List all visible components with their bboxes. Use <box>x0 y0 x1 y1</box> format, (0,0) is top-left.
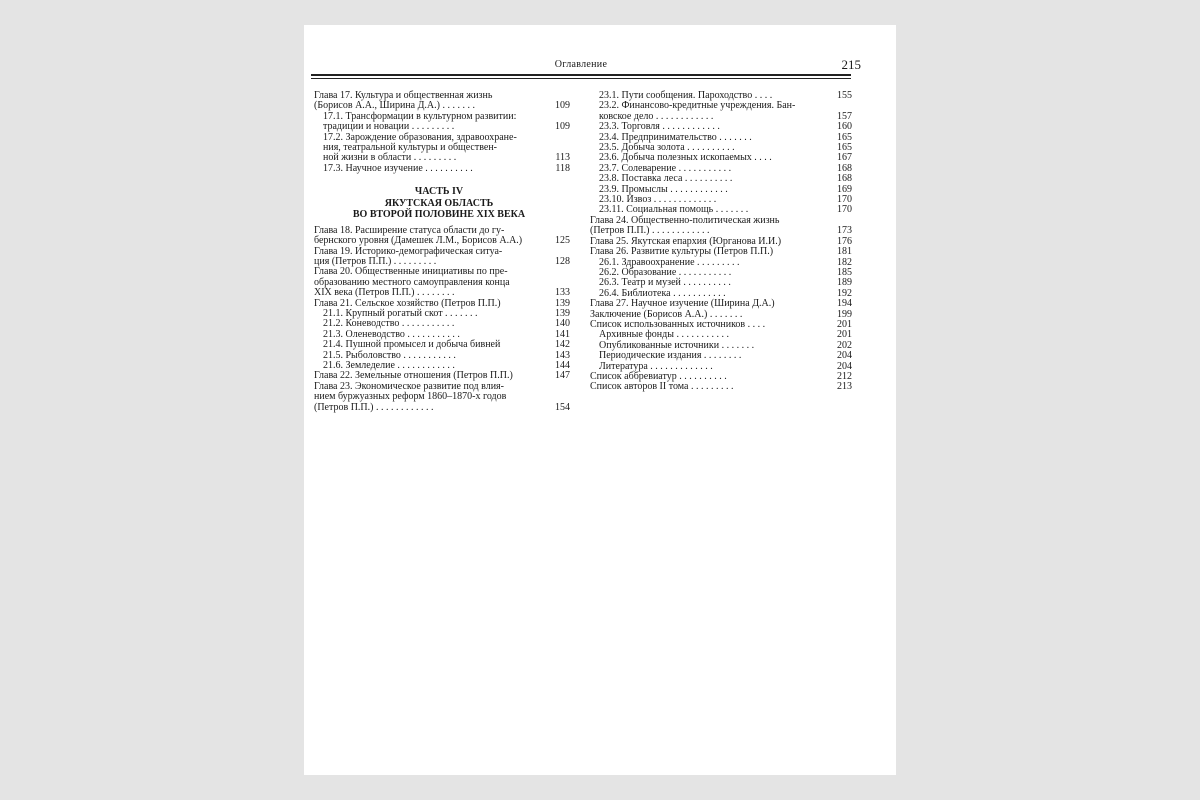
toc-entry-text: Список авторов II тома . . . . . . . . . <box>590 381 734 393</box>
toc-entry-text: 26.4. Библиотека . . . . . . . . . . . <box>599 287 726 299</box>
toc-entry-text: Глава 27. Научное изучение (Ширина Д.А.) <box>590 298 775 310</box>
toc-entry-text: 26.1. Здравоохранение . . . . . . . . . <box>599 256 740 268</box>
book-page <box>304 25 896 775</box>
toc-entry-text: 21.4. Пушной промысел и добыча бивней <box>323 339 501 351</box>
toc-entry-text: Список аббревиатур . . . . . . . . . . <box>590 370 727 382</box>
toc-entry-text: XIX века (Петров П.П.) . . . . . . . . <box>314 287 455 299</box>
toc-entry <box>590 382 852 392</box>
toc-entry-page: 212 <box>837 370 852 382</box>
toc-entry-text: 17.3. Научное изучение . . . . . . . . . . <box>323 162 473 174</box>
toc-entry-text: ковское дело . . . . . . . . . . . . <box>599 110 714 122</box>
toc-entry-text: Глава 22. Земельные отношения (Петров П.П.) <box>314 370 513 382</box>
toc-entry-text: ция (Петров П.П.) . . . . . . . . . <box>314 255 437 267</box>
toc-entry-text: Глава 24. Общественно-политическая жизнь <box>590 214 780 226</box>
toc-entry-page: 157 <box>837 110 852 122</box>
toc-entry-page: 185 <box>837 266 852 278</box>
toc-entry-text: 23.8. Поставка леса . . . . . . . . . . <box>599 173 733 185</box>
toc-entry-text: Заключение (Борисов А.А.) . . . . . . . <box>590 308 743 320</box>
toc-entry-text: бернского уровня (Дамешек Л.М., Борисов А.А.) <box>314 235 523 247</box>
toc-entry-text: Глава 23. Экономическое развитие под влия- <box>314 380 504 392</box>
toc-entry-page: 182 <box>837 256 852 268</box>
toc-entry-text: 17.1. Трансформации в культурном развитии: <box>323 110 517 122</box>
toc-entry-page: 176 <box>837 235 852 247</box>
toc-entry-text: 23.5. Добыча золота . . . . . . . . . . <box>599 142 735 154</box>
toc-entry-text: ной жизни в области . . . . . . . . . <box>323 152 457 164</box>
toc-entry-page: 109 <box>555 100 570 112</box>
toc-entry-text: традиции и новации . . . . . . . . . <box>323 121 455 133</box>
toc-entry-text: Глава 25. Якутская епархия (Юрганова И.И.) <box>590 235 782 247</box>
toc-entry-page: 165 <box>837 131 852 143</box>
toc-entry-text: 23.11. Социальная помощь . . . . . . . <box>599 204 749 216</box>
toc-entry-text: 21.3. Оленеводство . . . . . . . . . . . <box>323 328 460 340</box>
toc-entry <box>314 267 570 298</box>
toc-entry-page: 189 <box>837 277 852 289</box>
toc-entry-page: 118 <box>555 162 570 174</box>
toc-entry-text: 23.6. Добыча полезных ископаемых . . . . <box>599 152 772 164</box>
toc-entry-page: 181 <box>837 246 852 258</box>
toc-left-column <box>314 91 570 413</box>
toc-entry <box>314 112 570 133</box>
toc-entry <box>314 91 570 112</box>
toc-entries-group <box>314 91 570 174</box>
toc-entry-text: 23.9. Промыслы . . . . . . . . . . . . <box>599 183 728 195</box>
toc-entry-page: 139 <box>555 308 570 319</box>
toc-entry-page: 147 <box>555 370 570 382</box>
toc-entry <box>314 164 570 174</box>
toc-entry-page: 170 <box>837 204 852 216</box>
header-rule-thin <box>311 78 851 79</box>
toc-entry-text: образованию местного самоуправления конца <box>314 276 510 288</box>
toc-entry-text: Опубликованные источники . . . . . . . <box>599 339 755 351</box>
toc-entry-page: 140 <box>555 318 570 330</box>
part-label: ЧАСТЬ IV <box>414 186 464 198</box>
part-heading <box>314 186 570 221</box>
toc-entry-text: 23.4. Предпринимательство . . . . . . . <box>599 131 752 143</box>
toc-entry-page: 165 <box>837 142 852 154</box>
toc-entry-text: Глава 20. Общественные инициативы по пре- <box>314 266 508 278</box>
toc-entry-text: 21.1. Крупный рогатый скот . . . . . . . <box>323 308 478 319</box>
toc-entry-page: 160 <box>837 121 852 133</box>
toc-entry-text: 17.2. Зарождение образования, здравоохране- <box>323 131 517 143</box>
toc-entry-text: Список использованных источников . . . . <box>590 318 766 330</box>
toc-entry-page: 109 <box>555 121 570 133</box>
toc-entry-page: 199 <box>837 308 852 320</box>
toc-entry-text: Литература . . . . . . . . . . . . . <box>599 360 713 372</box>
toc-entry-page: 155 <box>837 90 852 101</box>
toc-entry-page: 154 <box>555 401 570 413</box>
toc-entry-page: 204 <box>837 350 852 362</box>
toc-entry <box>590 216 852 237</box>
toc-entry-page: 201 <box>837 329 852 341</box>
toc-entry-page: 213 <box>837 381 852 393</box>
toc-entry-page: 204 <box>837 360 852 372</box>
toc-entry-text: (Борисов А.А., Ширина Д.А.) . . . . . . . <box>314 100 475 112</box>
toc-entry-page: 144 <box>555 360 570 372</box>
toc-entry-text: Глава 18. Расширение статуса области до гу- <box>314 224 505 236</box>
header-rule-thick <box>311 74 851 76</box>
toc-entry <box>314 226 570 247</box>
toc-entry <box>590 101 852 122</box>
toc-entries-group <box>590 91 852 393</box>
toc-entry-page: 192 <box>837 287 852 299</box>
toc-entry-page: 173 <box>837 225 852 237</box>
page-number: 215 <box>841 57 861 72</box>
toc-right-column <box>590 91 852 393</box>
toc-entry-text: 26.3. Театр и музей . . . . . . . . . . <box>599 277 731 289</box>
toc-entry-text: 23.10. Извоз . . . . . . . . . . . . . <box>599 194 717 206</box>
toc-entry-page: 113 <box>555 152 570 164</box>
toc-entry-page: 168 <box>837 162 852 174</box>
toc-entry-page: 168 <box>837 173 852 185</box>
toc-entry-text: 21.2. Коневодство . . . . . . . . . . . <box>323 318 455 330</box>
toc-entry-page: 128 <box>555 255 570 267</box>
toc-entry-page: 167 <box>837 152 852 164</box>
toc-entries-group <box>314 226 570 413</box>
toc-entry-text: нием буржуазных реформ 1860–1870-х годов <box>314 391 507 403</box>
toc-entry-page: 143 <box>555 349 570 361</box>
toc-entry-text: Глава 26. Развитие культуры (Петров П.П.) <box>590 246 774 258</box>
running-title: Оглавление <box>554 59 608 70</box>
toc-entry-text: 23.2. Финансово-кредитные учреждения. Бан- <box>599 100 796 112</box>
toc-entry-text: Архивные фонды . . . . . . . . . . . <box>599 329 729 341</box>
toc-entry-text: (Петров П.П.) . . . . . . . . . . . . <box>590 225 710 237</box>
toc-entry-text: Глава 17. Культура и общественная жизнь <box>314 90 493 101</box>
part-title-line1: ЯКУТСКАЯ ОБЛАСТЬ <box>384 197 494 209</box>
toc-entry-page: 201 <box>837 318 852 330</box>
toc-entry-text: 23.7. Солеварение . . . . . . . . . . . <box>599 162 732 174</box>
part-title-line2: ВО ВТОРОЙ ПОЛОВИНЕ XIX ВЕКА <box>352 209 526 221</box>
toc-entry-text: ния, театральной культуры и обществен- <box>323 142 498 154</box>
toc-entry-page: 194 <box>837 298 852 310</box>
toc-entry <box>314 133 570 164</box>
toc-entry-text: (Петров П.П.) . . . . . . . . . . . . <box>314 401 434 413</box>
toc-entry-page: 139 <box>555 297 570 309</box>
toc-entry-text: Глава 21. Сельское хозяйство (Петров П.П.) <box>314 297 501 309</box>
toc-entry-text: 23.3. Торговля . . . . . . . . . . . . <box>599 121 720 133</box>
toc-entry <box>590 299 852 309</box>
toc-entry <box>590 351 852 361</box>
toc-entry-page: 142 <box>555 339 570 351</box>
toc-entry <box>590 247 852 257</box>
toc-entry-page: 170 <box>837 194 852 206</box>
toc-entry-page: 125 <box>555 235 570 247</box>
toc-entry-page: 169 <box>837 183 852 195</box>
toc-entry-text: Периодические издания . . . . . . . . <box>599 350 742 362</box>
toc-entry-text: 21.5. Рыболовство . . . . . . . . . . . <box>323 349 456 361</box>
toc-entry-page: 141 <box>555 328 570 340</box>
toc-entry-text: 23.1. Пути сообщения. Пароходство . . . . <box>599 90 773 101</box>
toc-entry-text: 26.2. Образование . . . . . . . . . . . <box>599 266 732 278</box>
toc-entry <box>314 382 570 413</box>
toc-entry-text: Глава 19. Историко-демографическая ситуа- <box>314 245 503 257</box>
toc-entry <box>314 247 570 268</box>
toc-entry-page: 133 <box>555 287 570 299</box>
toc-entry-page: 202 <box>837 339 852 351</box>
toc-entry-text: 21.6. Земледелие . . . . . . . . . . . . <box>323 360 455 372</box>
